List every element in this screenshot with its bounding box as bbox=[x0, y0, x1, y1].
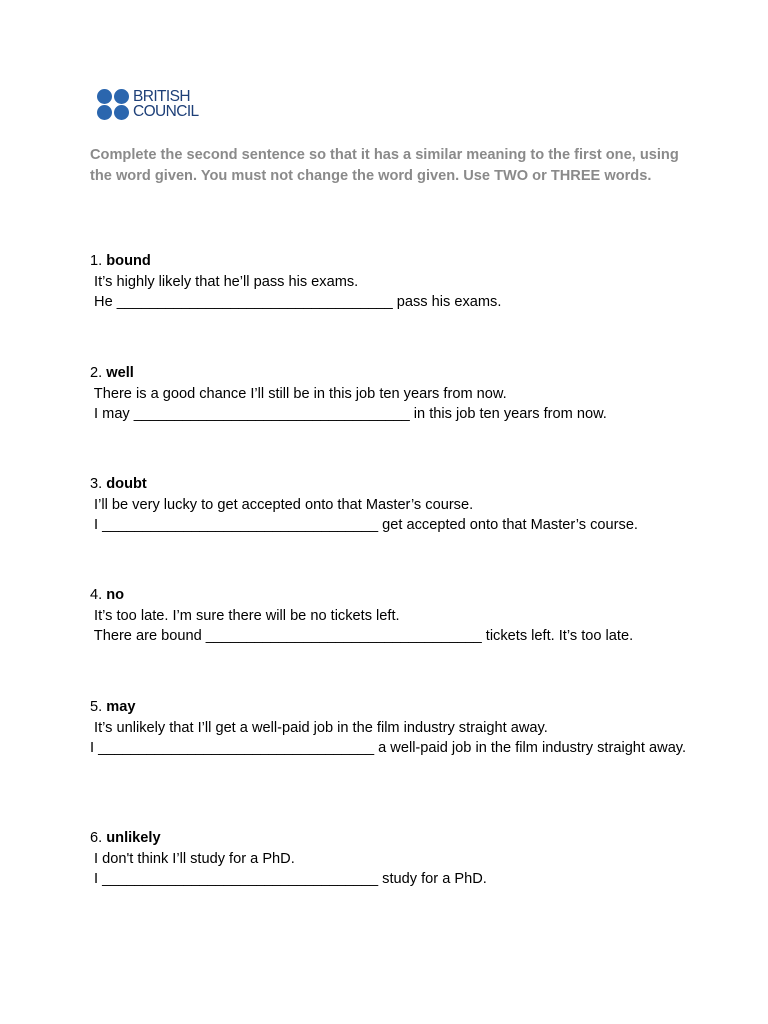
question-heading bbox=[90, 251, 690, 272]
original-sentence: It’s too late. I’m sure there will be no tickets left. bbox=[90, 607, 400, 624]
completion-sentence: I may __________________________________ in this job ten years from now. bbox=[90, 406, 607, 423]
question-heading bbox=[90, 585, 690, 606]
question-1 bbox=[90, 251, 690, 313]
question-number: 3. bbox=[90, 476, 103, 492]
completion-sentence: He __________________________________ pass his exams. bbox=[90, 294, 502, 311]
question-3 bbox=[90, 474, 690, 536]
key-word: well bbox=[106, 365, 134, 381]
question-heading bbox=[90, 363, 690, 384]
key-word: no bbox=[106, 587, 125, 603]
logo-wordmark bbox=[133, 89, 199, 119]
original-sentence: I don't think I’ll study for a PhD. bbox=[90, 850, 295, 867]
question-number: 5. bbox=[90, 699, 103, 715]
question-number: 2. bbox=[90, 365, 103, 381]
question-5 bbox=[90, 697, 690, 759]
question-heading bbox=[90, 474, 690, 495]
original-sentence: It’s unlikely that I’ll get a well-paid job in the film industry straight away. bbox=[90, 719, 548, 736]
question-number: 6. bbox=[90, 830, 103, 846]
question-heading bbox=[90, 828, 690, 849]
question-number: 1. bbox=[90, 253, 103, 269]
question-2 bbox=[90, 363, 690, 425]
key-word: unlikely bbox=[106, 830, 161, 846]
completion-sentence: I __________________________________ study for a PhD. bbox=[90, 871, 487, 888]
question-number: 4. bbox=[90, 587, 103, 603]
question-heading bbox=[90, 697, 690, 718]
original-sentence: I’ll be very lucky to get accepted onto that Master’s course. bbox=[90, 496, 474, 513]
question-4 bbox=[90, 585, 690, 647]
logo-line-1: BRITISH bbox=[133, 88, 190, 105]
logo-line-2: COUNCIL bbox=[133, 103, 199, 120]
key-word: doubt bbox=[106, 476, 147, 492]
completion-sentence: I __________________________________ get accepted onto that Master’s course. bbox=[90, 517, 638, 534]
logo-dots-icon bbox=[97, 88, 130, 120]
original-sentence: It’s highly likely that he’ll pass his exams. bbox=[90, 273, 359, 290]
completion-sentence: I __________________________________ a well-paid job in the film industry straight away. bbox=[90, 740, 687, 757]
question-6 bbox=[90, 828, 690, 890]
key-word: bound bbox=[106, 253, 151, 269]
original-sentence: There is a good chance I’ll still be in this job ten years from now. bbox=[90, 385, 507, 402]
british-council-logo bbox=[97, 86, 207, 122]
completion-sentence: There are bound __________________________________ tickets left. It’s too late. bbox=[90, 628, 634, 645]
key-word: may bbox=[106, 699, 136, 715]
instructions-text: Complete the second sentence so that it has a similar meaning to the first one, using the word given. You must not change the word given. Use TWO or THREE words. bbox=[90, 147, 679, 184]
